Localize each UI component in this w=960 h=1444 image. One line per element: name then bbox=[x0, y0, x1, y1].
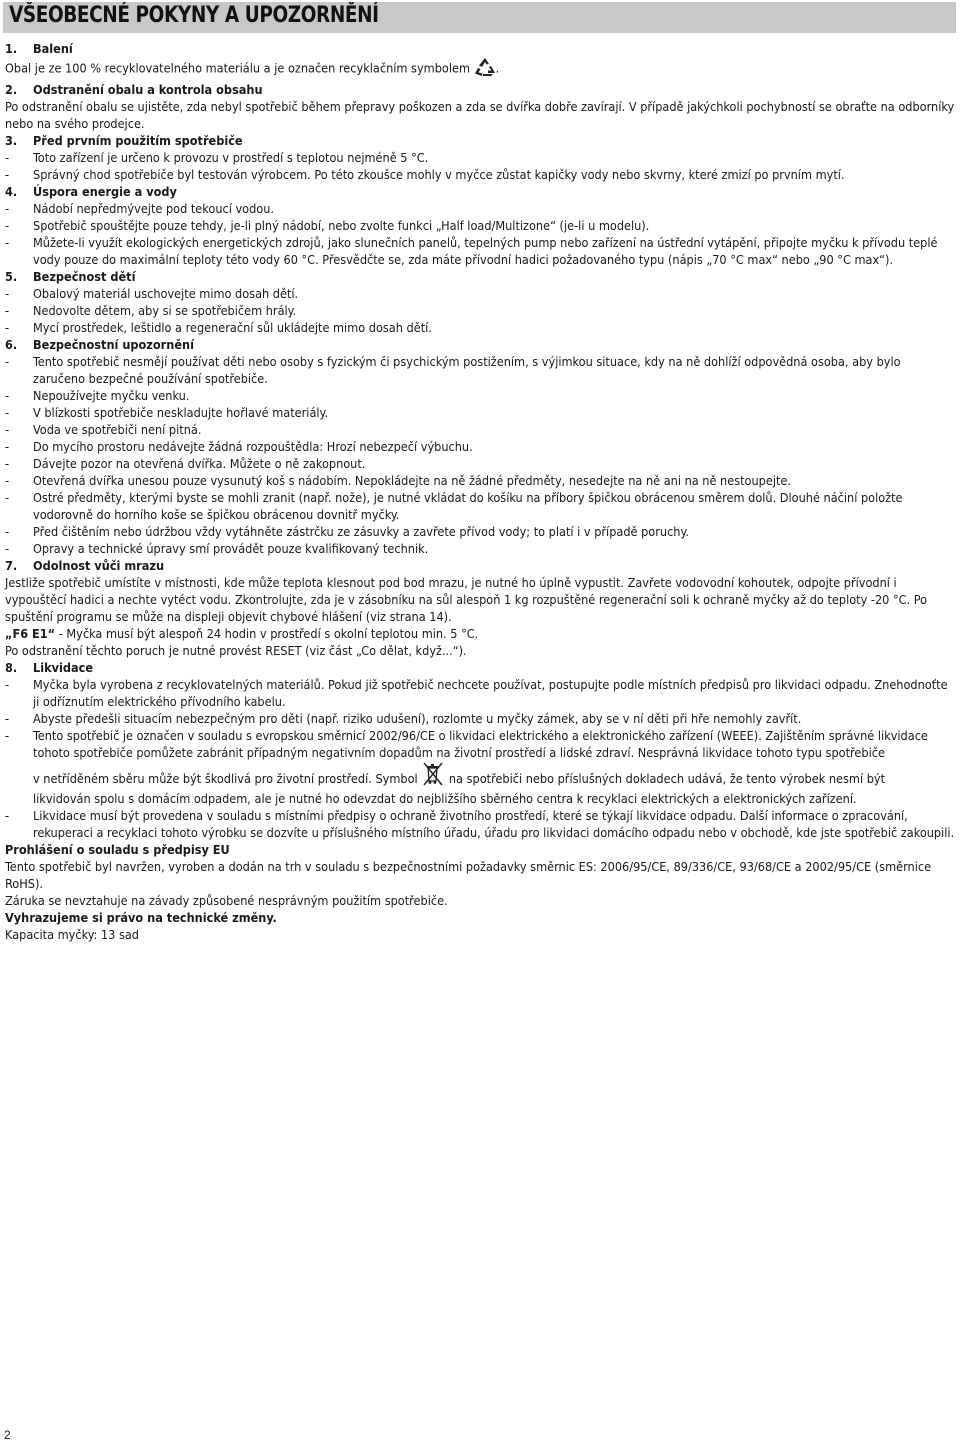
bullet-dash: - bbox=[5, 524, 10, 539]
content bbox=[5, 40, 955, 943]
bullet-dash: - bbox=[5, 456, 10, 471]
bullet-dash: - bbox=[5, 541, 10, 556]
section-number: 5. bbox=[5, 269, 18, 284]
section-2-heading bbox=[5, 81, 955, 98]
list-item bbox=[5, 200, 955, 217]
bullet-dash: - bbox=[5, 150, 10, 165]
list-item-text: Nedovolte dětem, aby si se spotřebičem hrály. bbox=[33, 303, 297, 318]
list-item-text: Můžete-li využít ekologických energetických zdrojů, jako slunečních panelů, tepelných pump nebo zařízení na ústřední vytápění, připojte myčku k přívodu teplé vody pouze do maximální teploty této vody 60 °C. Přesvědčte se, zda máte přívodní hadici požadovaného typu (nápis „70 °C max“ nebo „90 °C max“). bbox=[33, 235, 938, 267]
section-2-text: Po odstranění obalu se ujistěte, zda nebyl spotřebič během přepravy poškozen a zda se dvířka dobře zavírají. V případě jakýchkoli pochybností se obraťte na odborníky nebo na svého prodejce. bbox=[5, 99, 955, 131]
section-4-heading bbox=[5, 183, 955, 200]
list-item bbox=[5, 472, 955, 489]
list-item-text: Voda ve spotřebiči není pitná. bbox=[33, 422, 202, 437]
bullet-dash: - bbox=[5, 405, 10, 420]
list-item bbox=[5, 319, 955, 336]
bullet-dash: - bbox=[5, 677, 10, 692]
section-5-heading bbox=[5, 268, 955, 285]
list-item bbox=[5, 353, 955, 387]
bullet-dash: - bbox=[5, 354, 10, 369]
list-item bbox=[5, 302, 955, 319]
bullet-dash: - bbox=[5, 728, 10, 743]
list-item bbox=[5, 540, 955, 557]
list-item bbox=[5, 404, 955, 421]
list-item-text: Do mycího prostoru nedávejte žádná rozpouštědla: Hrozí nebezpečí výbuchu. bbox=[33, 439, 473, 454]
list-item-text: Spotřebič spouštějte pouze tehdy, je-li plný nádobí, nebo zvolte funkci „Half load/Multizone“ (je-li u modelu). bbox=[33, 218, 650, 233]
list-item bbox=[5, 489, 955, 523]
recycle-icon bbox=[474, 57, 496, 81]
bullet-dash: - bbox=[5, 490, 10, 505]
bullet-dash: - bbox=[5, 201, 10, 216]
list-item bbox=[5, 387, 955, 404]
section-title: Likvidace bbox=[33, 660, 94, 675]
list-item-text: Toto zařízení je určeno k provozu v prostředí s teplotou nejméně 5 °C. bbox=[33, 150, 429, 165]
bullet-dash: - bbox=[5, 320, 10, 335]
list-item-text: Otevřená dvířka unesou pouze vysunutý koš s nádobím. Nepokládejte na ně žádné předměty, nesedejte na ně ani na ně nestoupejte. bbox=[33, 473, 791, 488]
bullet-dash: - bbox=[5, 422, 10, 437]
list-item-text: Obalový materiál uschovejte mimo dosah dětí. bbox=[33, 286, 299, 301]
list-item-text: Správný chod spotřebiče byl testován výrobcem. Po této zkoušce mohly v myčce zůstat kapičky vody nebo skvrny, které zmizí po prvním mytí. bbox=[33, 167, 845, 182]
section-title: Bezpečnost dětí bbox=[33, 269, 136, 284]
list-item bbox=[5, 285, 955, 302]
section-1-text bbox=[5, 57, 955, 81]
list-item-text: Abyste předešli situacím nebezpečným pro děti (např. riziko udušení), rozlomte u myčky zámek, aby se v ní děti při hře nemohly zavřít. bbox=[33, 711, 802, 726]
section-number: 1. bbox=[5, 41, 18, 56]
bullet-dash: - bbox=[5, 388, 10, 403]
bullet-dash: - bbox=[5, 439, 10, 454]
page-title: VŠEOBECNÉ POKYNY A UPOZORNĚNÍ bbox=[9, 3, 379, 28]
section-number: 4. bbox=[5, 184, 18, 199]
section-number: 7. bbox=[5, 558, 18, 573]
reset-paragraph: Po odstranění těchto poruch je nutné provést RESET (viz část „Co dělat, když...“). bbox=[5, 643, 467, 658]
capacity-note: Kapacita myčky: 13 sad bbox=[5, 927, 139, 942]
section-title: Odolnost vůči mrazu bbox=[33, 558, 165, 573]
list-item bbox=[5, 217, 955, 234]
list-item bbox=[5, 676, 955, 710]
weee-text: Tento spotřebič je označen v souladu s evropskou směrnicí 2002/96/CE o likvidaci elektrického a elektronického zařízení (WEEE). Zajištěním správné likvidace tohoto spotřebiče pomůžete zabránit případným negativním dopadům na životní prostředí a lidské zdraví. Nesprávná likvidace tohoto typu spotřebiče bbox=[33, 728, 928, 760]
section-title: Odstranění obalu a kontrola obsahu bbox=[33, 82, 263, 97]
section-7-heading bbox=[5, 557, 955, 574]
error-code: „F6 E1“ bbox=[5, 626, 56, 641]
paragraph-text: - Myčka musí být alespoň 24 hodin v prostředí s okolní teplotou min. 5 °C. bbox=[55, 626, 479, 641]
list-item bbox=[5, 710, 955, 727]
page-number: 2 bbox=[4, 1428, 11, 1442]
bullet-dash: - bbox=[5, 473, 10, 488]
section-3-heading bbox=[5, 132, 955, 149]
list-item bbox=[5, 149, 955, 166]
list-item-text: Opravy a technické úpravy smí provádět pouze kvalifikovaný technik. bbox=[33, 541, 429, 556]
error-code-paragraph bbox=[5, 625, 955, 642]
list-item-text: Likvidace musí být provedena v souladu s místními předpisy o ochraně životního prostředí, které se týkají likvidace odpadu. Další informace o zpracování, rekuperaci a recyklaci tohoto výrobku se dozvíte u příslušného místního úřadu, úřadu pro likvidaci domácího odpadu nebo v obchodě, kde jste spotřebič zakoupili. bbox=[33, 808, 955, 840]
paragraph-text: . bbox=[495, 60, 500, 76]
list-item bbox=[5, 455, 955, 472]
list-item bbox=[5, 438, 955, 455]
warranty-note: Záruka se nevztahuje na závady způsobené nesprávným použitím spotřebiče. bbox=[5, 893, 448, 908]
section-number: 2. bbox=[5, 82, 18, 97]
title-bar bbox=[3, 2, 956, 33]
bullet-dash: - bbox=[5, 218, 10, 233]
eu-declaration-heading: Prohlášení o souladu s předpisy EU bbox=[5, 842, 230, 857]
bullet-dash: - bbox=[5, 235, 10, 250]
paragraph-text: Obal je ze 100 % recyklovatelného materiálu a je označen recyklačním symbolem bbox=[5, 60, 470, 76]
bullet-dash: - bbox=[5, 167, 10, 182]
list-item-text: Před čištěním nebo údržbou vždy vytáhněte zástrčku ze zásuvky a zavřete přívod vody; to platí i v případě poruchy. bbox=[33, 524, 689, 539]
list-item-text: V blízkosti spotřebiče neskladujte hořlavé materiály. bbox=[33, 405, 329, 420]
list-item-text: Mycí prostředek, leštidlo a regenerační sůl ukládejte mimo dosah dětí. bbox=[33, 320, 432, 335]
section-7-paragraph: Jestliže spotřebič umístíte v místnosti, kde může teplota klesnout pod bod mrazu, je nutné ho úplně vypustit. Zavřete vodovodní kohoutek, odpojte přívodní i vypouštěcí hadici a nechte vytéct vodu. Zkontrolujte, zda je v zásobníku na sůl alespoň 1 kg rozpuštěné regenerační soli k ochraně myčky až do teploty -20 °C. Po spuštění programu se může na displeji objevit chybové hlášení (viz strana 14). bbox=[5, 575, 928, 624]
list-item bbox=[5, 727, 955, 807]
list-item-text: Ostré předměty, kterými byste se mohli zranit (např. nože), je nutné vkládat do košíku na příbory špičkou obrácenou směrem dolů. Dlouhé náčiní položte vodorovně do horního koše se špičkou obrácenou dovnitř myčky. bbox=[33, 490, 903, 522]
section-6-heading bbox=[5, 336, 955, 353]
weee-symbol-line bbox=[33, 761, 955, 790]
bullet-dash: - bbox=[5, 808, 10, 823]
list-item bbox=[5, 234, 955, 268]
bullet-dash: - bbox=[5, 711, 10, 726]
list-item-text: Tento spotřebič nesmějí používat děti nebo osoby s fyzickým či psychickým postižením, s výjimkou situace, kdy na ně dohlíží odpovědná osoba, aby bylo zaručeno bezpečné používání spotřebiče. bbox=[33, 354, 901, 386]
bullet-dash: - bbox=[5, 286, 10, 301]
bullet-dash: - bbox=[5, 303, 10, 318]
section-title: Bezpečnostní upozornění bbox=[33, 337, 194, 352]
list-item-text: Nádobí nepředmývejte pod tekoucí vodou. bbox=[33, 201, 275, 216]
section-title: Balení bbox=[33, 41, 73, 56]
section-title: Před prvním použitím spotřebiče bbox=[33, 133, 243, 148]
section-number: 3. bbox=[5, 133, 18, 148]
eu-declaration-text: Tento spotřebič byl navržen, vyroben a dodán na trh v souladu s bezpečnostními požadavky směrnic ES: 2006/95/CE, 89/336/CE, 93/68/CE a 2002/95/CE (směrnice RoHS). bbox=[5, 859, 932, 891]
list-item bbox=[5, 166, 955, 183]
paragraph-text: v netříděném sběru může být škodlivá pro životní prostředí. Symbol bbox=[33, 771, 418, 786]
technical-changes-note: Vyhrazujeme si právo na technické změny. bbox=[5, 910, 277, 925]
section-8-heading bbox=[5, 659, 955, 676]
list-item-text: Dávejte pozor na otevřená dvířka. Můžete o ně zakopnout. bbox=[33, 456, 366, 471]
list-item bbox=[5, 523, 955, 540]
section-1-heading bbox=[5, 40, 955, 57]
section-number: 8. bbox=[5, 660, 18, 675]
list-item bbox=[5, 421, 955, 438]
paragraph-text: na spotřebiči nebo příslušných dokladech udává, že tento výrobek nesmí být bbox=[448, 771, 886, 786]
section-number: 6. bbox=[5, 337, 18, 352]
list-item-text: Myčka byla vyrobena z recyklovatelných materiálů. Pokud již spotřebič nechcete používat, postupujte podle místních předpisů pro likvidaci odpadu. Znehodnoťte ji odříznutím elektrického přívodního kabelu. bbox=[33, 677, 948, 709]
section-title: Úspora energie a vody bbox=[33, 184, 177, 199]
list-item bbox=[5, 807, 955, 841]
weee-text-end: likvidován spolu s domácím odpadem, ale je nutné ho odevzdat do nejbližšího sběrného centra k recyklaci elektrických a elektronických zařízení. bbox=[33, 791, 857, 806]
list-item-text: Nepoužívejte myčku venku. bbox=[33, 388, 190, 403]
